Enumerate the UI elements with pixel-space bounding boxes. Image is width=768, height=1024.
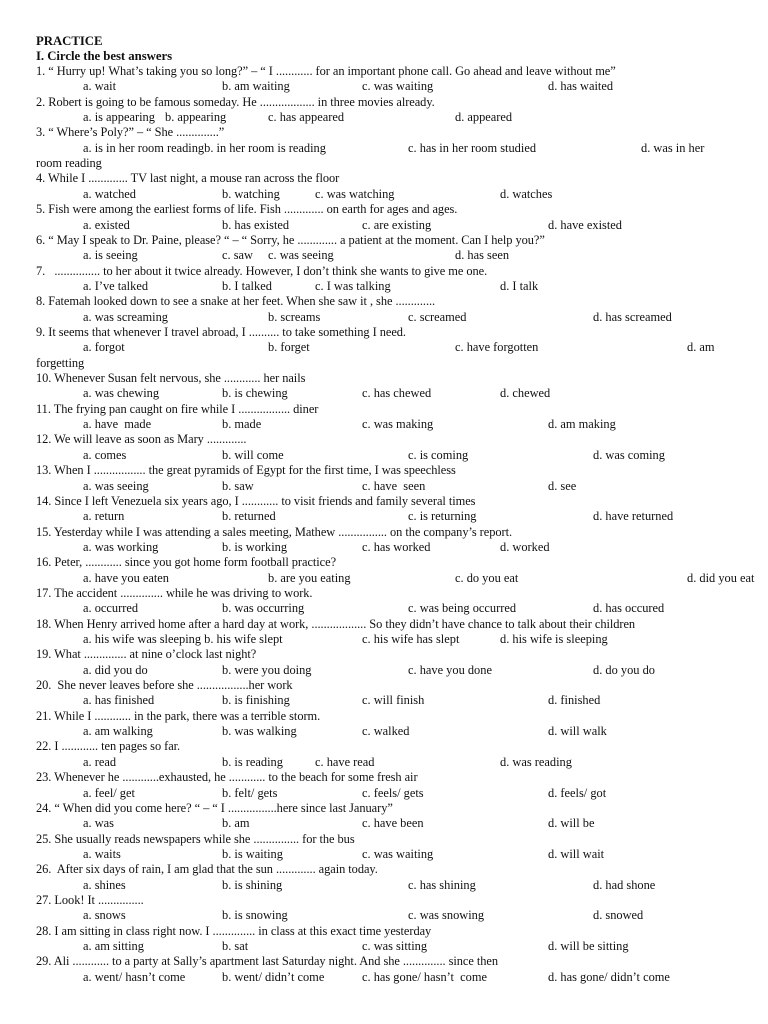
question-7-option-4[interactable]: d. I talk: [500, 278, 539, 293]
question-5-option-2[interactable]: b. has existed: [222, 217, 290, 232]
question-10-option-2[interactable]: b. is chewing: [222, 386, 288, 401]
question-29-option-2[interactable]: b. went/ didn’t come: [222, 969, 325, 984]
question-29-option-3[interactable]: c. has gone/ hasn’t come: [362, 969, 488, 984]
question-6-option-2[interactable]: c. saw: [222, 248, 253, 263]
question-18-option-2[interactable]: c. his wife has slept: [362, 632, 460, 646]
question-4-stem: 4. While I ............. TV last night, a mouse ran across the floor: [36, 171, 340, 186]
question-20-option-2[interactable]: b. is finishing: [222, 693, 290, 708]
question-1-option-4[interactable]: d. has waited: [548, 79, 614, 94]
question-13-option-1[interactable]: a. was seeing: [83, 478, 149, 493]
question-24-stem: 24. “ When did you come here? “ – “ I ................here since last January”: [36, 800, 393, 815]
question-28-option-3[interactable]: c. was sitting: [362, 939, 428, 953]
question-1-option-1[interactable]: a. wait: [83, 79, 117, 94]
question-21-option-1[interactable]: a. am walking: [83, 724, 153, 739]
question-14-stem: 14. Since I left Venezuela six years ago, I ............ to visit friends and family several times: [36, 493, 476, 508]
question-23-option-1[interactable]: a. feel/ get: [83, 785, 135, 800]
question-18-option-3[interactable]: d. his wife is sleeping: [500, 632, 608, 646]
question-9-continuation: forgetting: [36, 355, 85, 370]
question-10-option-4[interactable]: d. chewed: [500, 386, 551, 401]
question-15-stem: 15. Yesterday while I was attending a sales meeting, Mathew ................ on the company’s report.: [36, 524, 513, 539]
question-17-option-2[interactable]: b. was occurring: [222, 601, 305, 616]
question-10-stem: 10. Whenever Susan felt nervous, she ............ her nails: [36, 371, 306, 385]
question-1-option-2[interactable]: b. am waiting: [222, 79, 290, 94]
question-27-option-2[interactable]: b. is snowing: [222, 908, 288, 923]
question-16-option-1[interactable]: a. have you eaten: [83, 570, 170, 585]
question-25-option-1[interactable]: a. waits: [83, 846, 121, 861]
question-27-option-3[interactable]: c. was snowing: [408, 908, 485, 923]
question-14-option-3[interactable]: c. is returning: [408, 509, 477, 524]
question-1-stem: 1. “ Hurry up! What’s taking you so long?” – “ I ............ for an important phone call. Go ahead and leave without me”: [36, 64, 616, 78]
question-28-option-1[interactable]: a. am sitting: [83, 939, 144, 953]
question-13-stem: 13. When I ................. the great pyramids of Egypt for the first time, I was speechless: [36, 463, 456, 478]
question-22-option-3[interactable]: c. have read: [315, 754, 375, 769]
question-22-stem: 22. I ............ ten pages so far.: [36, 739, 181, 754]
question-7-option-1[interactable]: a. I’ve talked: [83, 278, 149, 293]
question-20-option-1[interactable]: a. has finished: [83, 693, 155, 708]
question-9-option-1[interactable]: a. forgot: [83, 340, 125, 355]
question-6-option-3[interactable]: c. was seeing: [268, 248, 334, 263]
question-2-option-3[interactable]: c. has appeared: [268, 110, 345, 124]
question-16-option-2[interactable]: b. are you eating: [268, 570, 351, 585]
question-16-option-4[interactable]: d. did you eat: [687, 570, 755, 585]
question-5-option-4[interactable]: d. have existed: [548, 217, 622, 232]
question-7-option-2[interactable]: b. I talked: [222, 278, 272, 293]
question-21-option-4[interactable]: d. will walk: [548, 724, 607, 739]
question-17-option-1[interactable]: a. occurred: [83, 601, 139, 616]
question-11-stem: 11. The frying pan caught on fire while I ................. diner: [36, 401, 319, 416]
question-4-option-1[interactable]: a. watched: [83, 186, 136, 201]
question-17-stem: 17. The accident .............. while he was driving to work.: [36, 585, 313, 600]
question-28-option-4[interactable]: d. will be sitting: [548, 939, 629, 953]
question-26-option-2[interactable]: b. is shining: [222, 877, 283, 892]
question-19-option-3[interactable]: c. have you done: [408, 662, 492, 677]
question-11-option-1[interactable]: a. have made: [83, 417, 152, 432]
question-4-option-4[interactable]: d. watches: [500, 186, 553, 201]
question-9-option-3[interactable]: c. have forgotten: [455, 340, 539, 355]
question-15-option-3[interactable]: c. has worked: [362, 539, 431, 554]
question-12-option-1[interactable]: a. comes: [83, 447, 127, 462]
question-25-option-3[interactable]: c. was waiting: [362, 846, 434, 861]
question-21-option-3[interactable]: c. walked: [362, 724, 410, 739]
question-14-option-2[interactable]: b. returned: [222, 509, 276, 524]
question-22-option-2[interactable]: b. is reading: [222, 754, 283, 769]
question-11-option-3[interactable]: c. was making: [362, 417, 434, 432]
question-5-option-1[interactable]: a. existed: [83, 217, 130, 232]
question-8-option-3[interactable]: c. screamed: [408, 309, 467, 324]
question-2-option-4[interactable]: d. appeared: [455, 110, 513, 124]
question-3-continuation: room reading: [36, 156, 102, 171]
question-16-stem: 16. Peter, ............ since you got home form football practice?: [36, 555, 337, 570]
question-12-option-2[interactable]: b. will come: [222, 447, 284, 462]
question-8-option-2[interactable]: b. screams: [268, 309, 321, 324]
question-25-option-4[interactable]: d. will wait: [548, 846, 605, 861]
question-25-option-2[interactable]: b. is waiting: [222, 846, 283, 861]
question-23-option-2[interactable]: b. felt/ gets: [222, 785, 278, 800]
question-23-option-4[interactable]: d. feels/ got: [548, 785, 607, 800]
question-27-option-4[interactable]: d. snowed: [593, 908, 644, 923]
question-12-stem: 12. We will leave as soon as Mary .............: [36, 432, 247, 447]
question-17-option-4[interactable]: d. has occured: [593, 601, 665, 616]
page-title: PRACTICE: [36, 34, 103, 48]
question-14-option-4[interactable]: d. have returned: [593, 509, 674, 524]
question-6-option-4[interactable]: d. has seen: [455, 248, 510, 263]
question-5-stem: 5. Fish were among the earliest forms of life. Fish ............. on earth for ages and ages.: [36, 202, 458, 217]
question-9-option-2[interactable]: b. forget: [268, 340, 310, 355]
question-20-option-3[interactable]: c. will finish: [362, 693, 425, 708]
question-8-option-1[interactable]: a. was screaming: [83, 309, 168, 324]
question-24-option-4[interactable]: d. will be: [548, 816, 595, 831]
question-17-option-3[interactable]: c. was being occurred: [408, 601, 517, 616]
question-27-option-1[interactable]: a. snows: [83, 908, 126, 923]
question-2-option-2[interactable]: b. appearing: [165, 110, 227, 124]
question-18-stem: 18. When Henry arrived home after a hard day at work, .................. So they didn’t have chance to talk about their children: [36, 616, 636, 631]
question-25-stem: 25. She usually reads newspapers while she ............... for the bus: [36, 831, 355, 846]
question-12-option-3[interactable]: c. is coming: [408, 447, 469, 462]
question-5-option-3[interactable]: c. are existing: [362, 217, 432, 232]
question-2-option-1[interactable]: a. is appearing: [83, 110, 155, 124]
question-21-stem: 21. While I ............ in the park, there was a terrible storm.: [36, 708, 321, 723]
question-3-stem: 3. “ Where’s Poly?” – “ She ..............”: [36, 125, 225, 140]
question-28-option-2[interactable]: b. sat: [222, 939, 249, 953]
question-28-stem: 28. I am sitting in class right now. I .............. in class at this exact time yesterday: [36, 923, 432, 938]
question-7-stem: 7. ............... to her about it twice already. However, I don’t think she wants to give me one.: [36, 263, 488, 278]
question-20-stem: 20. She never leaves before she .................her work: [36, 678, 293, 692]
question-16-option-3[interactable]: c. do you eat: [455, 570, 519, 585]
question-8-option-4[interactable]: d. has screamed: [593, 309, 672, 324]
question-11-option-4[interactable]: d. am making: [548, 417, 616, 432]
question-29-option-4[interactable]: d. has gone/ didn’t come: [548, 969, 670, 984]
question-15-option-2[interactable]: b. is working: [222, 539, 288, 554]
question-15-option-1[interactable]: a. was working: [83, 539, 159, 554]
question-10-option-3[interactable]: c. has chewed: [362, 386, 432, 401]
question-24-option-3[interactable]: c. have been: [362, 816, 424, 831]
question-20-option-4[interactable]: d. finished: [548, 693, 601, 708]
question-15-option-4[interactable]: d. worked: [500, 539, 550, 554]
question-2-stem: 2. Robert is going to be famous someday. He .................. in three movies already.: [36, 94, 435, 109]
question-9-option-4[interactable]: d. am: [687, 340, 715, 355]
question-9-stem: 9. It seems that whenever I travel abroad, I .......... to take something I need.: [36, 325, 406, 339]
question-22-option-4[interactable]: d. was reading: [500, 754, 572, 769]
question-24-option-1[interactable]: a. was: [83, 816, 114, 831]
question-12-option-4[interactable]: d. was coming: [593, 447, 665, 462]
question-3-option-2[interactable]: c. has in her room studied: [408, 140, 537, 155]
question-13-option-3[interactable]: c. have seen: [362, 478, 426, 493]
section-heading: I. Circle the best answers: [36, 49, 173, 63]
question-29-option-1[interactable]: a. went/ hasn’t come: [83, 969, 186, 984]
question-22-option-1[interactable]: a. read: [83, 754, 117, 769]
question-14-option-1[interactable]: a. return: [83, 509, 125, 524]
question-11-option-2[interactable]: b. made: [222, 417, 262, 432]
question-26-option-4[interactable]: d. had shone: [593, 877, 656, 892]
question-4-option-3[interactable]: c. was watching: [315, 186, 395, 201]
question-29-stem: 29. Ali ............ to a party at Sally’s apartment last Saturday night. And she .............. since then: [36, 954, 498, 969]
question-6-option-1[interactable]: a. is seeing: [83, 248, 138, 263]
question-3-option-1[interactable]: a. is in her room readingb. in her room is reading: [83, 140, 326, 155]
question-8-stem: 8. Fatemah looked down to see a snake at her feet. When she saw it , she .............: [36, 294, 436, 309]
question-13-option-4[interactable]: d. see: [548, 478, 577, 493]
question-13-option-2[interactable]: b. saw: [222, 478, 254, 493]
question-1-option-3[interactable]: c. was waiting: [362, 79, 434, 94]
question-27-stem: 27. Look! It ...............: [36, 892, 144, 907]
question-19-option-1[interactable]: a. did you do: [83, 662, 148, 677]
question-19-stem: 19. What .............. at nine o’clock last night?: [36, 647, 257, 662]
question-10-option-1[interactable]: a. was chewing: [83, 386, 160, 401]
question-23-stem: 23. Whenever he ............exhausted, he ............ to the beach for some fresh air: [36, 770, 418, 785]
question-26-option-3[interactable]: c. has shining: [408, 877, 476, 892]
question-19-option-2[interactable]: b. were you doing: [222, 662, 312, 677]
question-26-option-1[interactable]: a. shines: [83, 877, 126, 892]
question-26-stem: 26. After six days of rain, I am glad that the sun ............. again today.: [36, 862, 378, 877]
question-21-option-2[interactable]: b. was walking: [222, 724, 297, 739]
question-4-option-2[interactable]: b. watching: [222, 186, 280, 201]
question-24-option-2[interactable]: b. am: [222, 816, 250, 831]
question-3-option-3[interactable]: d. was in her: [641, 140, 705, 155]
question-18-option-1[interactable]: a. his wife was sleeping b. his wife slept: [83, 632, 283, 646]
question-6-stem: 6. “ May I speak to Dr. Paine, please? “ – “ Sorry, he ............. a patient at the moment. Can I help you?”: [36, 232, 545, 247]
question-23-option-3[interactable]: c. feels/ gets: [362, 785, 424, 800]
question-19-option-4[interactable]: d. do you do: [593, 662, 655, 677]
question-7-option-3[interactable]: c. I was talking: [315, 278, 391, 293]
